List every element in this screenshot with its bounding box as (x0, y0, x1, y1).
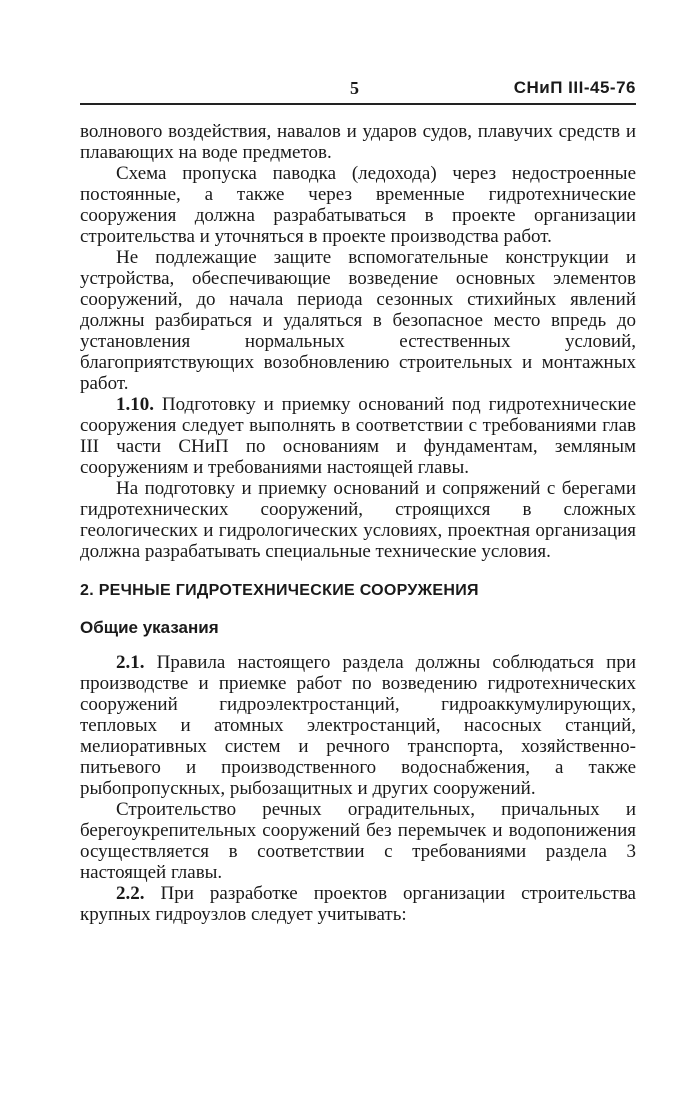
subsection-title: Общие указания (80, 618, 219, 637)
page-number: 5 (350, 78, 359, 98)
header-rule (80, 103, 636, 105)
clause-2-1: 2.1. Правила настоящего раздела должны соблюдаться при производстве и приемке работ по возведению гидротехнических сооружений гидроэлектростанций, гидроаккумулирующих, тепловых и атомных электростанций, насосных станций, мелиоративных систем и речного транспорта, хозяйственно-питьевого и производственного водоснабжения, а также рыбопропускных, рыбозащитных и других сооружений. (80, 652, 636, 799)
page-body (80, 121, 636, 925)
paragraph: Строительство речных оградительных, причальных и берегоукрепительных сооружений без перемычек и водопонижения осуществляется в соответствии с требованиями раздела 3 настоящей главы. (80, 799, 636, 883)
paragraph: На подготовку и приемку оснований и сопряжений с берегами гидротехнических сооружений, строящихся в сложных геологических и гидрологических условиях, проектная организация должна разрабатывать специальные технические условия. (80, 478, 636, 562)
paragraph: Не подлежащие защите вспомогательные конструкции и устройства, обеспечивающие возведение основных элементов сооружений, до начала периода сезонных стихийных явлений должны разбираться и удаляться в безопасное место впредь до установления нормальных естественных условий, благоприятствующих возобновлению строительных и монтажных работ. (80, 247, 636, 394)
page-header (80, 78, 636, 100)
clause-number: 2.2. (116, 883, 145, 904)
clause-number: 1.10. (116, 394, 154, 415)
clause-1-10: 1.10. Подготовку и приемку оснований под гидротехнические сооружения следует выполнять в соответствии с требованиями глав III части СНиП по основаниям и фундаментам, земляным сооружениям и требованиями настоящей главы. (80, 394, 637, 478)
clause-2-2: 2.2. При разработке проектов организации строительства крупных гидроузлов следует учитывать: (80, 883, 636, 925)
section-title: 2. РЕЧНЫЕ ГИДРОТЕХНИЧЕСКИЕ СООРУЖЕНИЯ (80, 582, 479, 599)
paragraph-continuation: волнового воздействия, навалов и ударов судов, плавучих средств и плавающих на воде предметов. (80, 121, 636, 163)
paragraph: Схема пропуска паводка (ледохода) через недостроенные постоянные, а также через временные гидротехнические сооружения должна разрабатываться в проекте организации строительства и уточняться в проекте производства работ. (80, 163, 636, 247)
clause-number: 2.1. (116, 652, 145, 673)
document-code: СНиП III-45-76 (513, 78, 636, 97)
